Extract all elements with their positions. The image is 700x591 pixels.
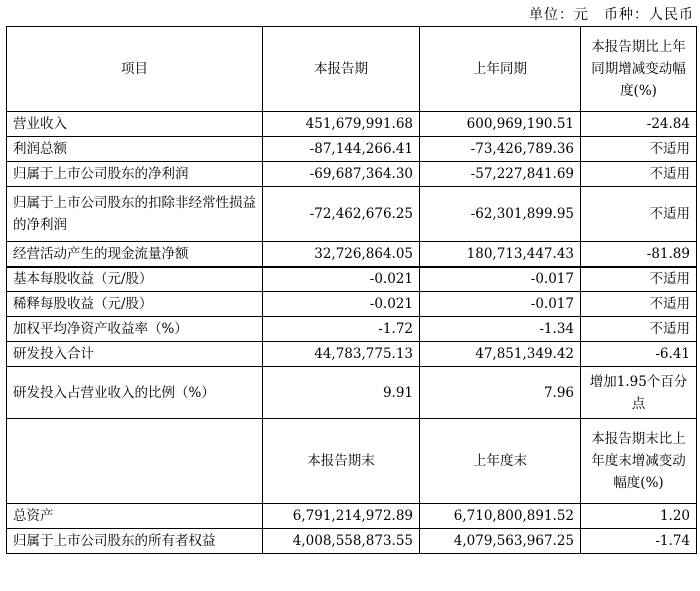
table-row [7,267,697,292]
table-row [7,317,697,342]
row-change: 1.20 [581,504,697,529]
table-row [7,292,697,317]
table-subheader-row [7,419,697,504]
table-row [7,137,697,162]
header-current-period: 本报告期 [263,27,420,112]
header-period-end: 本报告期末 [263,419,420,504]
table-header-row [7,27,697,112]
subheader-empty [7,419,263,504]
row-label: 利润总额 [7,137,263,162]
row-previous: -1.34 [420,317,581,342]
table-row [7,367,697,419]
header-change-pct-2: 本报告期末比上年度末增减变动幅度(%) [581,419,697,504]
row-current: 4,008,558,873.55 [263,529,420,554]
row-label: 研发投入占营业收入的比例（%） [7,367,263,419]
row-label: 总资产 [7,504,263,529]
row-current: 451,679,991.68 [263,112,420,137]
row-previous: -0.017 [420,292,581,317]
row-change: 不适用 [581,292,697,317]
row-current: -87,144,266.41 [263,137,420,162]
row-current: -0.021 [263,267,420,292]
row-previous: 600,969,190.51 [420,112,581,137]
row-label: 加权平均净资产收益率（%） [7,317,263,342]
row-current: 9.91 [263,367,420,419]
row-current: 32,726,864.05 [263,242,420,267]
table-row [7,112,697,137]
financial-data-table [6,26,697,554]
row-label: 归属于上市公司股东的扣除非经常性损益的净利润 [7,187,263,242]
row-previous: -62,301,899.95 [420,187,581,242]
row-change: 不适用 [581,187,697,242]
row-current: -69,687,364.30 [263,162,420,187]
row-label: 研发投入合计 [7,342,263,367]
row-change: 不适用 [581,267,697,292]
header-item: 项目 [7,27,263,112]
header-change-pct: 本报告期比上年同期增减变动幅度(%) [581,27,697,112]
row-change: 不适用 [581,317,697,342]
row-previous: -0.017 [420,267,581,292]
row-previous: 6,710,800,891.52 [420,504,581,529]
table-row [7,342,697,367]
table-row [7,187,697,242]
header-previous-period: 上年同期 [420,27,581,112]
table-row [7,242,697,267]
row-current: 44,783,775.13 [263,342,420,367]
header-prior-year-end: 上年度末 [420,419,581,504]
table-row [7,504,697,529]
row-change: -6.41 [581,342,697,367]
row-change: -1.74 [581,529,697,554]
row-current: -0.021 [263,292,420,317]
table-row [7,529,697,554]
row-current: -72,462,676.25 [263,187,420,242]
row-current: 6,791,214,972.89 [263,504,420,529]
row-change: -24.84 [581,112,697,137]
row-previous: 4,079,563,967.25 [420,529,581,554]
row-previous: -73,426,789.36 [420,137,581,162]
row-previous: 47,851,349.42 [420,342,581,367]
row-label: 经营活动产生的现金流量净额 [7,242,263,267]
row-label: 稀释每股收益（元/股） [7,292,263,317]
row-change: 增加1.95个百分点 [581,367,697,419]
row-label: 营业收入 [7,112,263,137]
unit-currency-note: 单位：元 币种：人民币 [529,7,694,23]
row-change: 不适用 [581,137,697,162]
row-previous: 7.96 [420,367,581,419]
row-label: 归属于上市公司股东的净利润 [7,162,263,187]
row-change: -81.89 [581,242,697,267]
row-label: 基本每股收益（元/股） [7,267,263,292]
row-change: 不适用 [581,162,697,187]
row-previous: -57,227,841.69 [420,162,581,187]
row-current: -1.72 [263,317,420,342]
row-previous: 180,713,447.43 [420,242,581,267]
row-label: 归属于上市公司股东的所有者权益 [7,529,263,554]
table-row [7,162,697,187]
